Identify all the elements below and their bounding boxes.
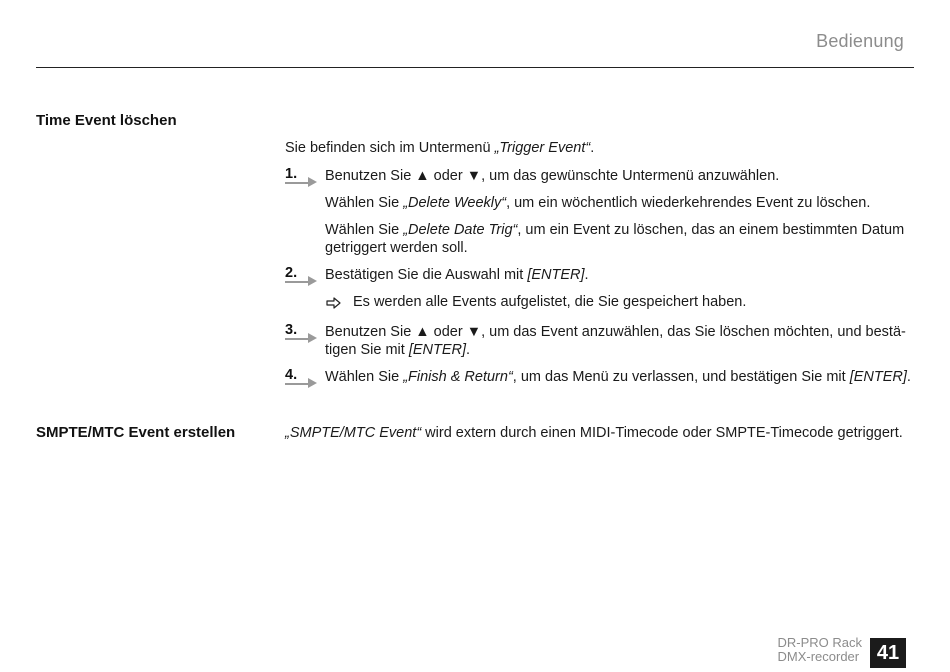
step-number-3: 3. — [285, 324, 325, 344]
step-1-option-date: Wählen Sie „Delete Date Trig“, um ein Event zu löschen, das an einem bestimmten Datum getriggert werden soll. — [325, 222, 905, 256]
page-section-title: Bedienung — [816, 31, 904, 51]
menu-name: „Delete Weekly“ — [403, 195, 507, 211]
step-3-text: Benutzen Sie ▲ oder ▼, um das Event anzuwählen, das Sie löschen möchten, und bestä-tigen Sie mit [ENTER]. — [325, 324, 906, 358]
result-arrow-icon — [326, 297, 342, 309]
key-name: [ENTER] — [849, 369, 907, 385]
footer-model-name — [777, 636, 862, 664]
key-name: [ENTER] — [408, 342, 467, 358]
smpte-description: „SMPTE/MTC Event“ wird extern durch einen MIDI-Timecode oder SMPTE-Timecode getriggert. — [285, 425, 903, 441]
step-arrow-icon — [285, 324, 321, 344]
step-4-text: Wählen Sie „Finish & Return“, um das Menü zu verlassen, und bestätigen Sie mit [ENTER]. — [325, 369, 911, 385]
step-number-1: 1. — [285, 168, 325, 188]
page-number: 41 — [870, 638, 906, 668]
header-divider — [36, 67, 914, 68]
step-1-option-weekly: Wählen Sie „Delete Weekly“, um ein wöchentlich wiederkehrendes Event zu löschen. — [325, 195, 871, 211]
step-number-4: 4. — [285, 369, 325, 389]
footer-model-line1: DR-PRO Rack — [777, 635, 862, 650]
menu-name: „Finish & Return“ — [403, 369, 513, 385]
key-name: [ENTER] — [527, 267, 585, 283]
step-arrow-icon — [285, 369, 321, 389]
step-2-result: Es werden alle Events aufgelistet, die Sie gespeichert haben. — [353, 294, 747, 310]
footer-model-line2: DMX-recorder — [777, 649, 860, 664]
step-2-text: Bestätigen Sie die Auswahl mit [ENTER]. — [325, 267, 589, 283]
step-arrow-icon — [285, 168, 321, 188]
section-heading-time-event: Time Event löschen — [36, 112, 177, 129]
step-arrow-icon — [285, 267, 321, 287]
section-heading-smpte-event: SMPTE/MTC Event erstellen — [36, 424, 236, 441]
intro-text: Sie befinden sich im Untermenü „Trigger Event“. — [285, 140, 595, 156]
step-number-2: 2. — [285, 267, 325, 287]
menu-name: „Delete Date Trig“ — [403, 222, 518, 238]
menu-name: „SMPTE/MTC Event“ — [285, 425, 422, 441]
menu-name: „Trigger Event“ — [494, 140, 591, 156]
step-1-text: Benutzen Sie ▲ oder ▼, um das gewünschte Untermenü anzuwählen. — [325, 168, 780, 184]
